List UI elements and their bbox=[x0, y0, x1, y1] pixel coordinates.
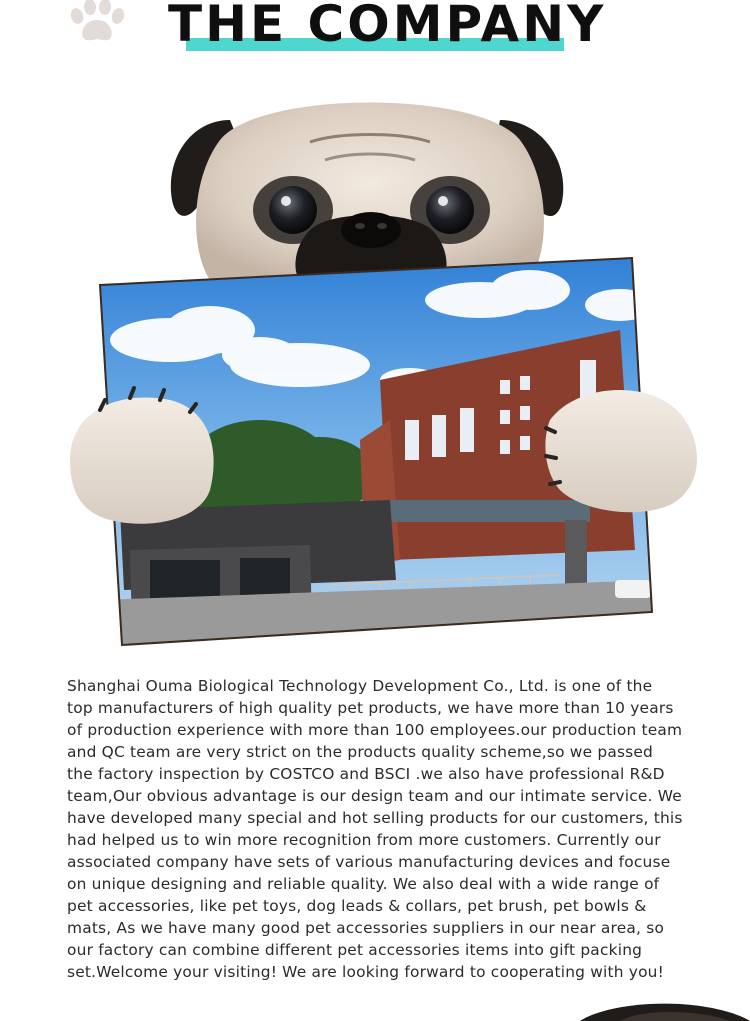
page-title-block bbox=[168, 0, 607, 56]
pug-icon bbox=[171, 103, 563, 281]
dog-head-peek-icon bbox=[580, 1000, 750, 1021]
pug-holding-photo-illustration bbox=[60, 80, 700, 660]
pug-paw-right bbox=[545, 390, 697, 512]
page-title: THE COMPANY bbox=[168, 0, 607, 53]
company-description: Shanghai Ouma Biological Technology Development Co., Ltd. is one of the top manufacturers of high quality pet products, we have more than 10 years of production experience with more than 100 employees.our production team and QC team are very strict on the products quality scheme,so we passed the factory inspection by COSTCO and BSCI .we also have professional R&D team,Our obvious advantage is our design team and our intimate service. We have developed many special and hot selling products for our customers, this had helped us to win more recognition from more customers. Currently our associated company have sets of various manufacturing devices and focuse on unique designing and reliable quality. We also deal with a wide range of pet accessories, like pet toys, dog leads & collars, pet brush, pet bowls & mats, As we have many good pet accessories suppliers in our near area, so our factory can combine different pet accessories items into gift packing set.Welcome your visiting! We are looking forward to cooperating with you! bbox=[67, 677, 683, 981]
paw-icon bbox=[66, 0, 128, 44]
pug-paw-left bbox=[70, 388, 214, 524]
